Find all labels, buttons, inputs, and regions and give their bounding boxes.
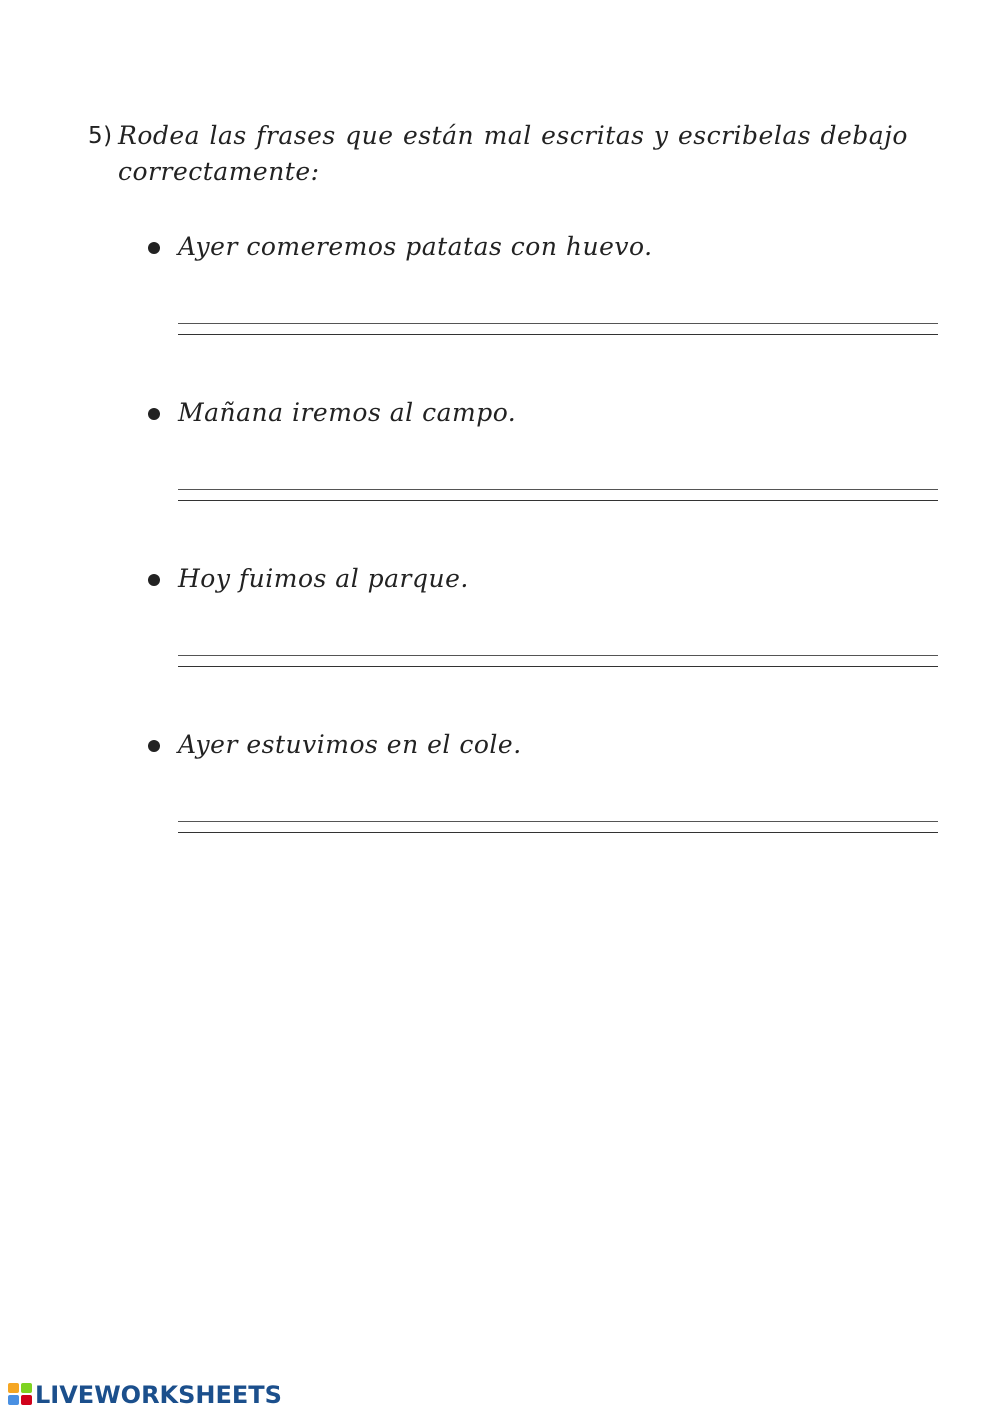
bullet-icon <box>148 574 160 586</box>
bullet-icon <box>148 242 160 254</box>
bullet-icon <box>148 408 160 420</box>
liveworksheets-blocks-icon <box>8 1383 34 1407</box>
sentence-text[interactable]: Hoy fuimos al parque. <box>178 564 469 593</box>
answer-line[interactable] <box>178 821 938 835</box>
sentence-text[interactable]: Mañana iremos al campo. <box>178 398 517 427</box>
answer-line[interactable] <box>178 323 938 337</box>
logo-text: LIVEWORKSHEETS <box>35 1381 282 1409</box>
sentence-text[interactable]: Ayer comeremos patatas con huevo. <box>178 232 653 261</box>
answer-line[interactable] <box>178 655 938 669</box>
exercise-instruction-text: Rodea las frases que están mal escritas y escribelas debajo correctamente: <box>118 121 908 186</box>
exercise-instruction <box>88 118 908 190</box>
exercise-number: 5) <box>88 123 113 149</box>
answer-line[interactable] <box>178 489 938 503</box>
sentence-text[interactable]: Ayer estuvimos en el cole. <box>178 730 522 759</box>
bullet-icon <box>148 740 160 752</box>
liveworksheets-logo[interactable] <box>8 1383 282 1407</box>
